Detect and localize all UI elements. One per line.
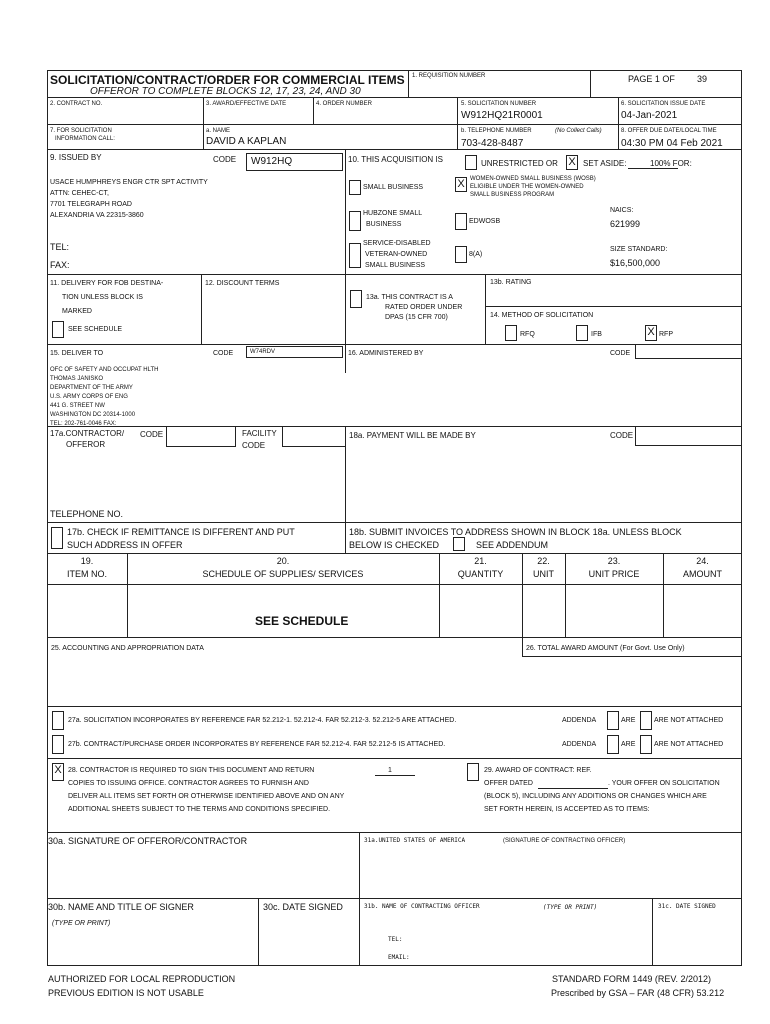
administered-by-label: 16. ADMINISTERED BY <box>348 350 424 357</box>
27a-are: ARE <box>621 717 636 724</box>
rfq-label: RFQ <box>520 331 535 338</box>
contractor-label: 17a.CONTRACTOR/ <box>50 429 125 438</box>
block11-see-schedule: SEE SCHEDULE <box>68 326 123 333</box>
8a-label: 8(A) <box>469 251 483 258</box>
edwosb-checkbox[interactable] <box>455 213 467 230</box>
sdvosb-checkbox[interactable] <box>349 243 361 268</box>
wosb-line-2: ELIGIBLE UNDER THE WOMEN-OWNED <box>470 184 584 190</box>
naics-label: NAICS: <box>610 207 634 214</box>
size-standard-label: SIZE STANDARD: <box>610 246 668 253</box>
dpas-line-3: DPAS (15 CFR 700) <box>385 314 448 321</box>
addendum-checkbox[interactable] <box>453 537 465 551</box>
facility-code-label: CODE <box>242 441 266 450</box>
ifb-checkbox[interactable] <box>576 325 588 341</box>
administered-code-label: CODE <box>610 350 631 357</box>
29-line-2: OFFER DATED <box>484 780 533 787</box>
name-label: a. NAME <box>206 128 231 134</box>
rfp-checkbox[interactable]: X <box>645 325 657 341</box>
administered-code-box <box>635 344 742 359</box>
co-email: EMAIL: <box>388 954 410 961</box>
solicitation-no: W912HQ21R0001 <box>461 110 543 121</box>
col-quantity-label: QUANTITY <box>457 569 504 579</box>
ifb-label: IFB <box>591 331 602 338</box>
deliver-line-7: TEL: 202-761-0046 FAX: <box>50 421 117 427</box>
issued-line-4: ALEXANDRIA VA 22315-3860 <box>50 212 144 219</box>
27b-are-checkbox[interactable] <box>607 735 619 754</box>
invoice-line-1: 18b. SUBMIT INVOICES TO ADDRESS SHOWN IN BLOCK 18a. UNLESS BLOCK <box>349 527 682 537</box>
requisition-label: 1. REQUISITION NUMBER <box>412 73 486 79</box>
signer-type-print: (TYPE OR PRINT) <box>52 920 111 927</box>
addendum-label: SEE ADDENDUM <box>476 540 549 550</box>
acquisition-label: 10. THIS ACQUISITION IS <box>348 155 443 164</box>
deliver-line-2: THOMAS JANISKO <box>50 376 104 382</box>
issued-by-label: 9. ISSUED BY <box>50 153 102 162</box>
27b-checkbox[interactable] <box>52 735 64 754</box>
27b-addenda: ADDENDA <box>562 741 597 748</box>
telephone-label: b. TELEPHONE NUMBER <box>461 128 532 134</box>
contractor-code-label: CODE <box>140 430 164 439</box>
rfp-label: RFP <box>659 331 673 338</box>
co-name-label: 31b. NAME OF CONTRACTING OFFICER <box>364 903 480 910</box>
col-amount-label: AMOUNT <box>683 569 722 579</box>
contact-name: DAVID A KAPLAN <box>206 136 287 147</box>
method-label: 14. METHOD OF SOLICITATION <box>490 312 594 319</box>
deliver-line-5: 441 G. STREET NW <box>50 403 105 409</box>
block11-checkbox[interactable] <box>52 321 64 338</box>
wosb-checkbox[interactable]: X <box>455 177 467 192</box>
issued-fax: FAX: <box>50 260 70 270</box>
payment-code-label: CODE <box>610 431 634 440</box>
unrestricted-label: UNRESTRICTED OR <box>481 159 558 168</box>
col-unit-num: 22. <box>537 556 550 566</box>
footer-right-2: Prescribed by GSA – FAR (48 CFR) 53.212 <box>551 988 725 998</box>
col-item-num: 19. <box>80 556 94 566</box>
see-schedule: SEE SCHEDULE <box>255 614 349 628</box>
telephone-note: (No Collect Calls) <box>555 128 602 134</box>
setaside-checkbox[interactable]: X <box>566 155 578 170</box>
sdvosb-line-2: VETERAN-OWNED <box>365 251 428 258</box>
issued-code: W912HQ <box>251 156 293 167</box>
dpas-checkbox[interactable] <box>350 290 362 308</box>
29-line-1: 29. AWARD OF CONTRACT: REF. <box>484 767 592 774</box>
29-line-3: (BLOCK 5), INCLUDING ANY ADDITIONS OR CHANGES WHICH ARE <box>484 793 707 800</box>
footer-right-1: STANDARD FORM 1449 (REV. 2/2012) <box>552 974 712 984</box>
28-line-1: 28. CONTRACTOR IS REQUIRED TO SIGN THIS DOCUMENT AND RETURN <box>68 767 315 774</box>
27a-checkbox[interactable] <box>52 711 64 730</box>
issued-line-3: 7701 TELEGRAPH ROAD <box>50 201 132 208</box>
solicitation-no-label: 5. SOLICITATION NUMBER <box>461 101 537 107</box>
contract-no-label: 2. CONTRACT NO. <box>50 101 103 107</box>
invoice-line-2: BELOW IS CHECKED <box>349 540 440 550</box>
signature-offeror-label: 30a. SIGNATURE OF OFFEROR/CONTRACTOR <box>48 836 248 846</box>
co-type-print: (TYPE OR PRINT) <box>543 904 598 911</box>
col-schedule-label: SCHEDULE OF SUPPLIES/ SERVICES <box>202 569 364 579</box>
setaside-label: SET ASIDE: <box>583 159 627 168</box>
8a-checkbox[interactable] <box>455 246 467 263</box>
27b-are: ARE <box>621 741 636 748</box>
col-quantity-num: 21. <box>474 556 487 566</box>
27b-not-attached: ARE NOT ATTACHED <box>654 741 724 748</box>
contractor-code-box <box>166 426 236 447</box>
col-unit-price-label: UNIT PRICE <box>588 569 640 579</box>
hubzone-line-2: BUSINESS <box>366 221 402 228</box>
small-business-checkbox[interactable] <box>349 180 361 195</box>
remittance-line-2: SUCH ADDRESS IN OFFER <box>67 540 183 550</box>
offer-due-label: 8. OFFER DUE DATE/LOCAL TIME <box>621 128 717 134</box>
29-checkbox[interactable] <box>467 763 479 781</box>
facility-code-box <box>282 426 345 447</box>
form-title: SOLICITATION/CONTRACT/ORDER FOR COMMERCIAL ITEMS <box>50 73 405 87</box>
co-signature-label: (SIGNATURE OF CONTRACTING OFFICER) <box>503 838 626 844</box>
page-total: 39 <box>697 74 708 84</box>
contractor-label-2: OFFEROR <box>66 440 106 449</box>
sdvosb-line-1: SERVICE-DISABLED <box>363 240 431 247</box>
total-award-box <box>522 637 742 657</box>
size-standard: $16,500,000 <box>610 258 661 268</box>
hubzone-checkbox[interactable] <box>349 211 361 231</box>
27a-not-checkbox[interactable] <box>640 711 652 730</box>
rating-label: 13b. RATING <box>490 279 532 286</box>
deliver-line-1: OFC OF SAFETY AND OCCUPAT HLTH <box>50 367 159 373</box>
telephone-number: 703-428-8487 <box>461 138 524 149</box>
discount-terms-label: 12. DISCOUNT TERMS <box>205 280 280 287</box>
naics-code: 621999 <box>610 219 641 229</box>
28-checkbox[interactable]: X <box>52 763 64 781</box>
accounting-label: 25. ACCOUNTING AND APPROPRIATION DATA <box>51 645 204 652</box>
solicitation-date: 04-Jan-2021 <box>621 110 678 121</box>
col-unit-label: UNIT <box>533 569 554 579</box>
edwosb-label: EDWOSB <box>469 218 501 225</box>
27a-text: 27a. SOLICITATION INCORPORATES BY REFERENCE FAR 52.212-1. 52.212-4. FAR 52.212-3. 52.212-5 ARE ATTACHED. <box>68 717 457 724</box>
date-signed-label: 30c. DATE SIGNED <box>263 902 343 912</box>
issued-line-2: ATTN: CEHEC-CT, <box>50 190 109 197</box>
col-amount-num: 24. <box>696 556 709 566</box>
remittance-checkbox[interactable] <box>51 527 63 549</box>
facility-label: FACILITY <box>242 429 277 438</box>
dpas-line-1: 13a. THIS CONTRACT IS A <box>366 294 453 301</box>
dpas-line-2: RATED ORDER UNDER <box>385 304 463 311</box>
deliver-to-label: 15. DELIVER TO <box>50 350 104 357</box>
remittance-line-1: 17b. CHECK IF REMITTANCE IS DIFFERENT AND PUT <box>67 527 295 537</box>
deliver-line-3: DEPARTMENT OF THE ARMY <box>50 385 133 391</box>
wosb-line-3: SMALL BUSINESS PROGRAM <box>470 192 555 198</box>
info-call-label: 7. FOR SOLICITATION <box>50 128 112 134</box>
award-date-label: 3. AWARD/EFFECTIVE DATE <box>206 101 287 107</box>
footer-left-1: AUTHORIZED FOR LOCAL REPRODUCTION <box>48 974 236 984</box>
deliver-line-6: WASHINGTON DC 20314-1000 <box>50 412 136 418</box>
28-line-4: ADDITIONAL SHEETS SUBJECT TO THE TERMS AND CONDITIONS SPECIFIED. <box>68 806 331 813</box>
co-date-label: 31c. DATE SIGNED <box>658 903 716 910</box>
info-call-label-2: INFORMATION CALL: <box>55 136 115 142</box>
28-line-2: COPIES TO ISSUING OFFICE. CONTRACTOR AGREES TO FURNISH AND <box>68 780 309 787</box>
payment-label: 18a. PAYMENT WILL BE MADE BY <box>349 431 476 440</box>
solicitation-date-label: 6. SOLICITATION ISSUE DATE <box>621 101 706 107</box>
sdvosb-line-3: SMALL BUSINESS <box>365 262 426 269</box>
wosb-line-1: WOMEN-OWNED SMALL BUSINESS (WOSB) <box>470 176 596 182</box>
27a-not-attached: ARE NOT ATTACHED <box>654 717 724 724</box>
footer-left-2: PREVIOUS EDITION IS NOT USABLE <box>48 988 204 998</box>
signer-name-label: 30b. NAME AND TITLE OF SIGNER <box>48 902 194 912</box>
page-label: PAGE 1 OF <box>628 74 675 84</box>
deliver-line-4: U.S. ARMY CORPS OF ENG <box>50 394 128 400</box>
rfq-checkbox[interactable] <box>505 325 517 341</box>
28-line-3: DELIVER ALL ITEMS SET FORTH OR OTHERWISE IDENTIFIED ABOVE AND ON ANY <box>68 793 345 800</box>
usa-label: 31a.UNITED STATES OF AMERICA <box>364 837 466 844</box>
form-subtitle: OFFEROR TO COMPLETE BLOCKS 12, 17, 23, 24, AND 30 <box>90 86 361 97</box>
block11-line-2: TION UNLESS BLOCK IS <box>62 294 143 301</box>
block11-line-3: MARKED <box>62 308 92 315</box>
col-item-label: ITEM NO. <box>67 569 107 579</box>
deliver-code: W74RDV <box>250 349 276 355</box>
co-tel: TEL: <box>388 936 403 943</box>
unrestricted-checkbox[interactable] <box>465 155 477 170</box>
col-unit-price-num: 23. <box>607 556 621 566</box>
col-schedule-num: 20. <box>276 556 290 566</box>
hubzone-line-1: HUBZONE SMALL <box>363 210 423 217</box>
27b-not-checkbox[interactable] <box>640 735 652 754</box>
28-copies: 1 <box>388 767 392 774</box>
deliver-code-label: CODE <box>213 350 234 357</box>
telephone-no-label: TELEPHONE NO. <box>50 509 124 519</box>
payment-code-box <box>635 426 742 446</box>
setaside-percent: 100% FOR: <box>650 159 692 168</box>
issued-tel: TEL: <box>50 242 70 252</box>
29-your-offer: . YOUR OFFER ON SOLICITATION <box>608 780 720 787</box>
small-business-label: SMALL BUSINESS <box>363 184 424 191</box>
total-award-label: 26. TOTAL AWARD AMOUNT (For Govt. Use Only) <box>526 645 685 652</box>
27b-text: 27b. CONTRACT/PURCHASE ORDER INCORPORATES BY REFERENCE FAR 52.212-4. FAR 52.212-5 IS ATTACHED. <box>68 741 446 748</box>
order-no-label: 4. ORDER NUMBER <box>316 101 373 107</box>
offer-due-date: 04:30 PM 04 Feb 2021 <box>621 138 723 149</box>
29-line-4: SET FORTH HEREIN, IS ACCEPTED AS TO ITEMS: <box>484 806 650 813</box>
27a-are-checkbox[interactable] <box>607 711 619 730</box>
issued-code-label: CODE <box>213 155 237 164</box>
block11-line-1: 11. DELIVERY FOR FOB DESTINA- <box>50 280 164 287</box>
27a-addenda: ADDENDA <box>562 717 597 724</box>
issued-line-1: USACE HUMPHREYS ENGR CTR SPT ACTIVITY <box>50 179 208 186</box>
